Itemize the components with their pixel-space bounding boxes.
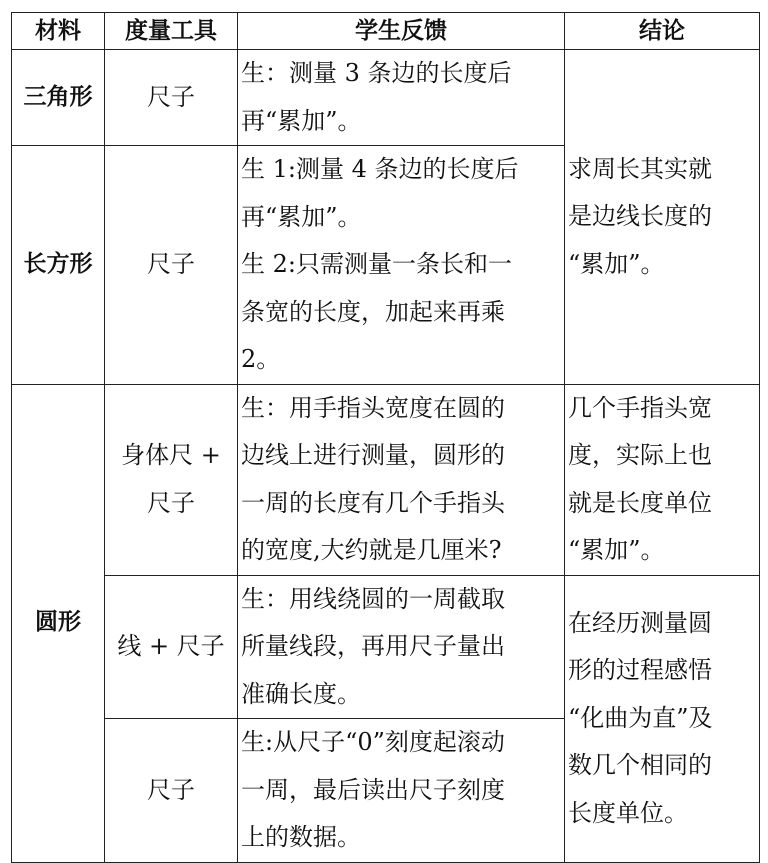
header-material: 材料: [12, 13, 105, 50]
tool-rectangle: 尺子: [105, 146, 238, 385]
tool-line: 身体尺 +: [121, 441, 221, 469]
header-tool: 度量工具: [105, 13, 238, 50]
feedback-line: 生：测量 3 条边的长度后: [241, 59, 512, 87]
tool-line: 尺子: [147, 488, 195, 517]
feedback-line: 再“累加”。: [241, 202, 362, 231]
conclusion-line: 长度单位。: [568, 798, 688, 827]
material-triangle: 三角形: [12, 50, 105, 146]
material-circle: 圆形: [12, 384, 105, 862]
conclusion-line: 数几个相同的: [568, 751, 712, 780]
feedback-line: 生 1:测量 4 条边的长度后: [241, 155, 519, 183]
conclusion-line: 在经历测量圆: [568, 608, 712, 637]
feedback-string-ruler: [238, 575, 565, 719]
tool-string-ruler: 线 + 尺子: [105, 575, 238, 719]
feedback-line: 2。: [241, 345, 281, 373]
table-row-triangle: [12, 50, 760, 146]
feedback-ruler-roll: [238, 719, 565, 863]
feedback-line: 一周的长度有几个手指头: [241, 488, 505, 517]
table-row-circle-body-ruler: [12, 384, 760, 575]
tool-body-ruler: [105, 384, 238, 575]
feedback-line: 生：用手指头宽度在圆的: [241, 393, 505, 422]
feedback-line: 条宽的长度，加起来再乘: [241, 297, 505, 326]
table-row-circle-string-ruler: [12, 575, 760, 719]
header-row: [12, 13, 760, 50]
conclusion-line: 就是长度单位: [568, 488, 712, 517]
feedback-line: 生：用线绕圆的一周截取: [241, 584, 505, 613]
feedback-rectangle: [238, 146, 565, 385]
conclusion-polygon: [565, 50, 760, 385]
header-feedback: 学生反馈: [238, 13, 565, 50]
feedback-body-ruler: [238, 384, 565, 575]
comparison-table: [11, 12, 760, 863]
feedback-line: 生 2:只需测量一条长和一: [241, 250, 512, 278]
conclusion-body-ruler: [565, 384, 760, 575]
feedback-line: 所量线段，再用尺子量出: [241, 632, 505, 660]
conclusion-curve: [565, 575, 760, 862]
conclusion-line: 是边线长度的: [568, 202, 712, 230]
conclusion-line: “化曲为直”及: [568, 703, 713, 732]
conclusion-line: “累加”。: [568, 249, 665, 278]
conclusion-line: 形的过程感悟: [568, 656, 712, 685]
feedback-line: 再“累加”。: [241, 106, 362, 135]
conclusion-line: 度，实际上也: [568, 441, 712, 469]
feedback-line: 生:从尺子“0”刻度起滚动: [241, 728, 505, 756]
material-rectangle: 长方形: [12, 146, 105, 385]
tool-ruler-roll: 尺子: [105, 719, 238, 863]
conclusion-line: 几个手指头宽: [568, 393, 712, 422]
feedback-triangle: [238, 50, 565, 146]
feedback-line: 一周，最后读出尺子刻度: [241, 775, 505, 804]
feedback-line: 边线上进行测量，圆形的: [241, 441, 505, 469]
conclusion-line: 求周长其实就: [568, 154, 712, 183]
feedback-line: 上的数据。: [241, 823, 361, 851]
conclusion-line: “累加”。: [568, 536, 665, 564]
feedback-line: 的宽度,大约就是几厘米?: [241, 536, 502, 564]
tool-triangle: 尺子: [105, 50, 238, 146]
header-conclusion: 结论: [565, 13, 760, 50]
feedback-line: 准确长度。: [241, 679, 361, 708]
